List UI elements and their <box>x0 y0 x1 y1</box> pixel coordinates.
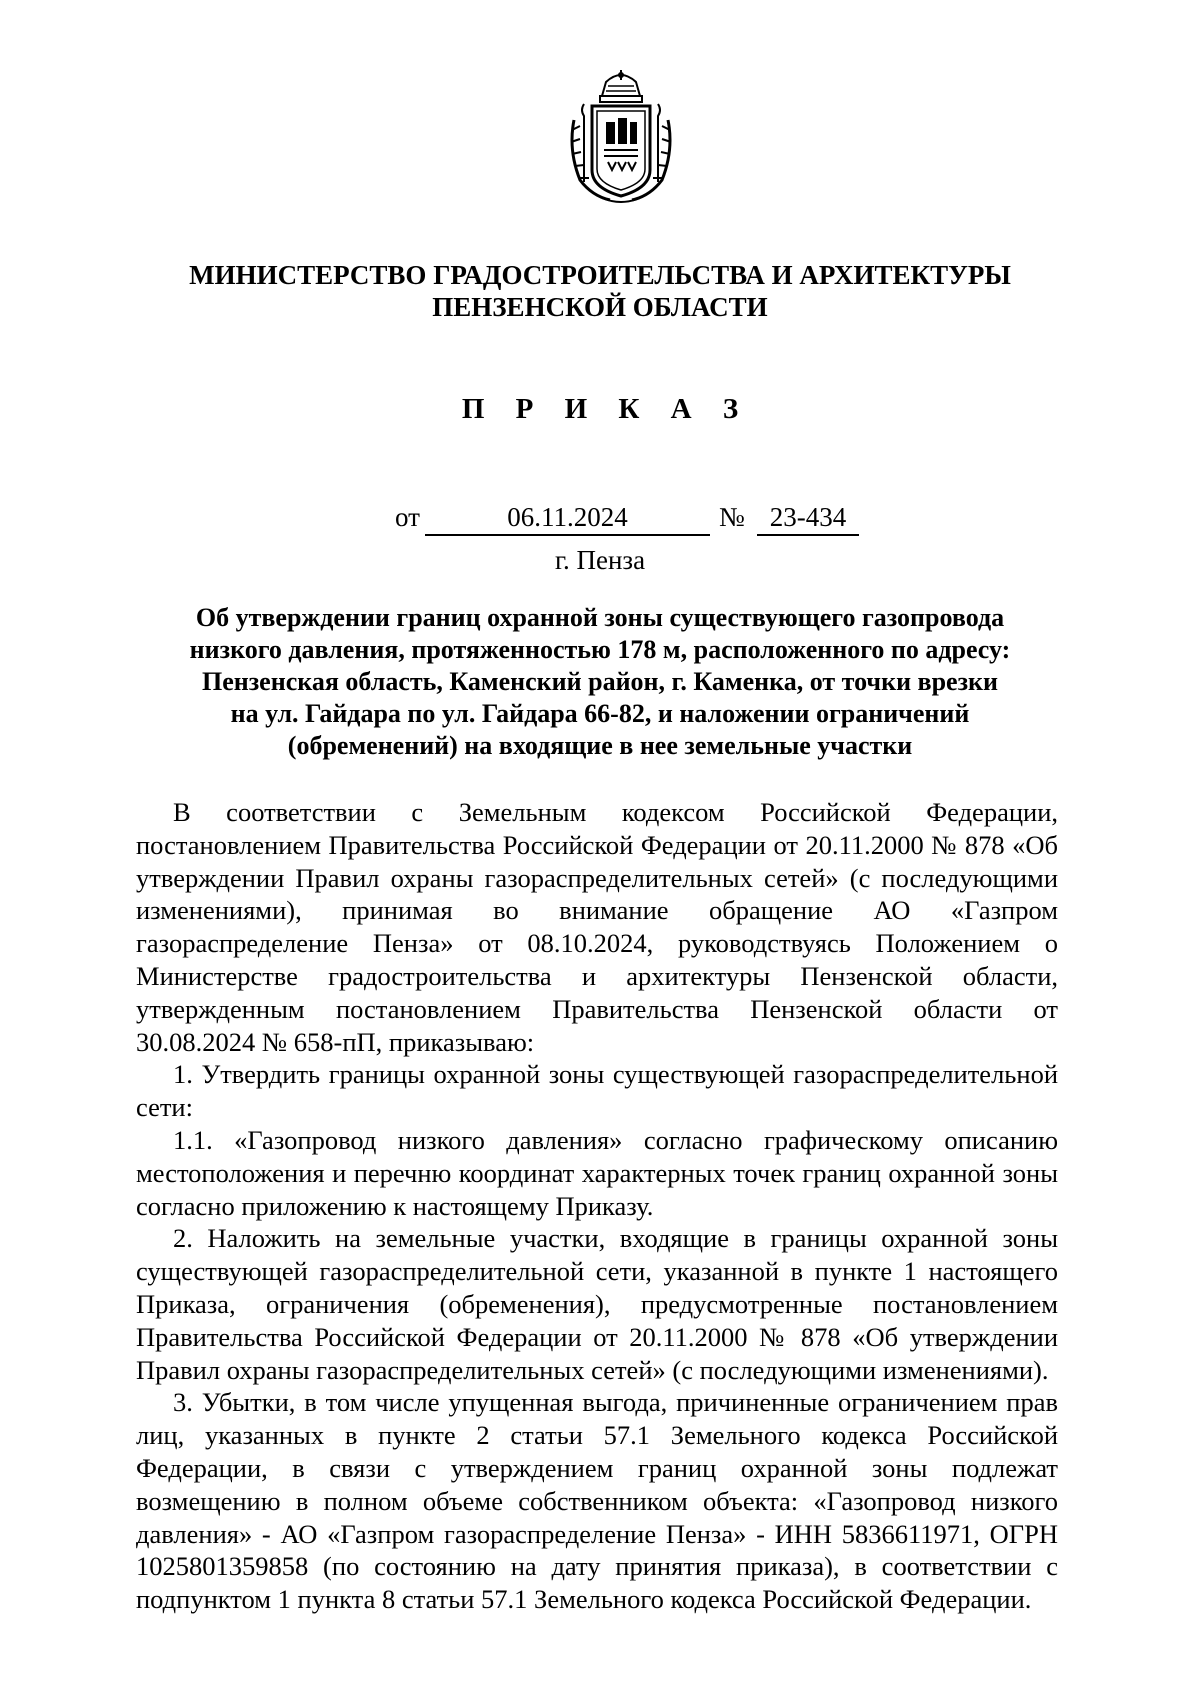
item-2: 2. Наложить на земельные участки, входящие в границы охранной зоны существующей газораспределительной сети, указанной в пункте 1 настоящего Приказа, ограничения (обременения), предусмотренные постановлением Правительства Российской Федерации от 20.11.2000 № 878 «Об утверждении Правил охраны газораспределительных сетей» (с последующими изменениями). <box>136 1223 1058 1385</box>
number-label: № <box>719 502 745 532</box>
coat-of-arms-icon <box>566 70 676 206</box>
preamble-paragraph: В соответствии с Земельным кодексом Российской Федерации, постановлением Правительства Российской Федерации от 20.11.2000 № 878 «Об утверждении Правил охраны газораспределительных сетей» (с последующими изменениями), принимая во внимание обращение АО «Газпром газораспределение Пенза» от 08.10.2024, руководствуясь Положением о Министерстве градостроительства и архитектуры Пензенской области, утвержденным постановлением Правительства Пензенской области от 30.08.2024 № 658-пП, приказываю: <box>136 797 1058 1057</box>
item-1-1: 1.1. «Газопровод низкого давления» согласно графическому описанию местоположения и перечню координат характерных точек границ охранной зоны согласно приложению к настоящему Приказу. <box>136 1124 1058 1221</box>
ministry-title-line2: ПЕНЗЕНСКОЙ ОБЛАСТИ <box>432 292 768 322</box>
number-value: 23-434 <box>757 500 859 536</box>
subject-line3: Пензенская область, Каменский район, г. Каменка, от точки врезки <box>201 667 998 696</box>
subject-line5: (обременений) на входящие в нее земельные участки <box>287 731 913 760</box>
date-value: 06.11.2024 <box>425 500 710 536</box>
date-label: от <box>395 502 420 532</box>
ministry-title <box>0 259 1200 323</box>
order-body <box>136 796 1058 1616</box>
subject-line1: Об утверждении границ охранной зоны существующего газопровода <box>195 603 1005 632</box>
item-1: 1. Утвердить границы охранной зоны существующей газораспределительной сети: <box>136 1059 1058 1123</box>
subject-line2: низкого давления, протяженностью 178 м, расположенного по адресу: <box>189 635 1011 664</box>
city: г. Пенза <box>554 545 646 575</box>
item-3: 3. Убытки, в том числе упущенная выгода, причиненные ограничением прав лиц, указанных в пункте 2 статьи 57.1 Земельного кодекса Российской Федерации, в связи с утверждением границ охранной зоны подлежат возмещению в полном объеме собственником объекта: «Газопровод низкого давления» - АО «Газпром газораспределение Пенза» - ИНН 5836611971, ОГРН 1025801359858 (по состоянию на дату принятия приказа), в соответствии с подпунктом 1 пункта 8 статьи 57.1 Земельного кодекса Российской Федерации. <box>136 1387 1058 1615</box>
order-title: П Р И К А З <box>461 393 751 425</box>
order-subject <box>120 602 1080 762</box>
subject-line4: на ул. Гайдара по ул. Гайдара 66-82, и наложении ограничений <box>230 699 970 728</box>
ministry-title-line1: МИНИСТЕРСТВО ГРАДОСТРОИТЕЛЬСТВА И АРХИТЕКТУРЫ <box>189 260 1011 290</box>
